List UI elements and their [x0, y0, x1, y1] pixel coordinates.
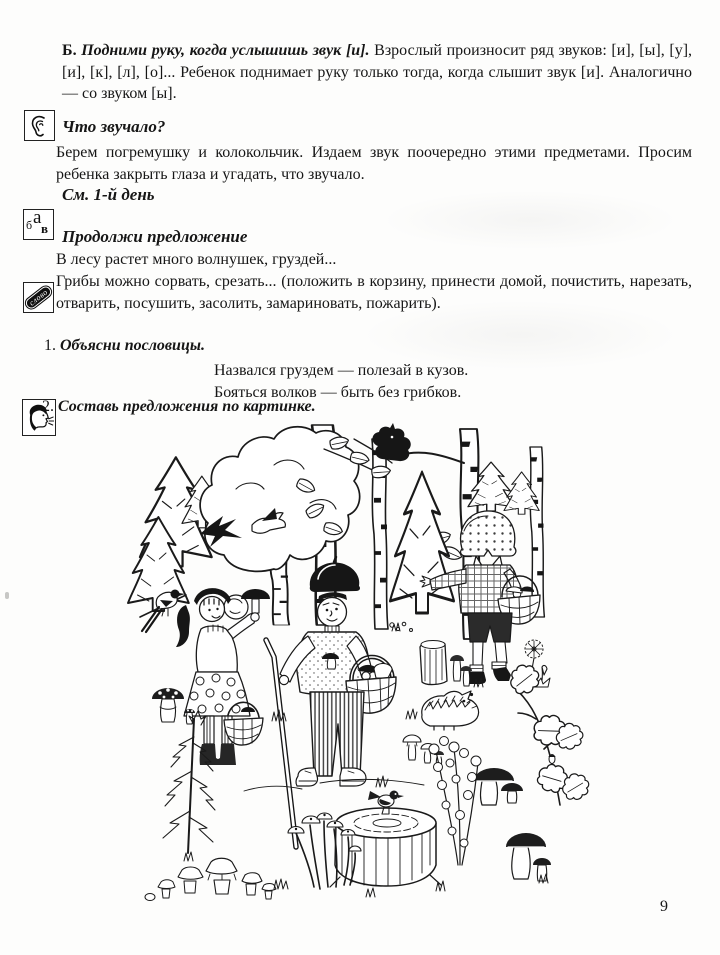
letter-v: в — [41, 221, 49, 236]
task-1-label: Объясни пословицы. — [60, 337, 205, 354]
task-1 — [44, 337, 205, 355]
letter-a: а — [33, 207, 42, 228]
task-b-label: Б. — [62, 42, 77, 59]
word-badge-icon — [23, 282, 54, 313]
leafy-bush — [429, 737, 481, 866]
word-line2: Грибы можно сорвать, срезать... (положить в корзину, принести домой, почистить, нарезать, отварить, посушить, засолить, замариновать, пожарить). — [56, 273, 692, 312]
task-b-paragraph — [62, 40, 692, 105]
scan-speck — [5, 592, 9, 599]
task-1-number: 1. — [44, 337, 56, 354]
letters-abc-icon — [23, 209, 54, 240]
ear-icon — [24, 110, 55, 141]
word-badge-label: слово — [24, 284, 54, 311]
listening-heading: Что звучало? — [62, 117, 166, 136]
hedgehog — [422, 691, 479, 730]
word-line1: В лесу растет много волнушек, груздей... — [56, 251, 337, 268]
small-stump — [420, 641, 447, 685]
task-2-number: 2. — [42, 398, 54, 415]
task-2 — [42, 398, 316, 416]
squirrel — [372, 423, 464, 463]
letters-heading: См. 1-й день — [62, 185, 155, 204]
task-2-label: Составь предложения по картинке. — [58, 398, 316, 415]
word-heading: Продолжи предложение — [62, 227, 248, 246]
letter-b: б — [26, 218, 33, 232]
task-b-text: Взрослый произносит ряд звуков: [и], [ы], [у], [и], [к], [л], [о]... Ребенок поднимает руку только тогда, когда слышит звук [и]. Аналогично — со звуком [ы]. — [62, 42, 693, 102]
scan-artifact — [380, 190, 680, 250]
chanterelle-cluster — [145, 858, 276, 900]
task-b-instruction: Подними руку, когда услышишь звук [и]. — [81, 42, 370, 59]
listening-text: Берем погремушку и колокольчик. Издаем звук поочередно этими предметами. Просим ребенка закрыть глаза и угадать, что звучало. — [56, 144, 692, 183]
boletus-mushrooms — [474, 768, 551, 881]
ear-icon-glyph — [27, 113, 53, 139]
proverb-line: Назвался груздем — полезай в кузов. — [214, 362, 469, 379]
toadstools-by-stump — [450, 655, 472, 686]
forest-illustration — [124, 419, 594, 906]
page-number: 9 — [660, 898, 668, 915]
proverb-line: Бояться волков — быть без грибков. — [214, 384, 462, 401]
